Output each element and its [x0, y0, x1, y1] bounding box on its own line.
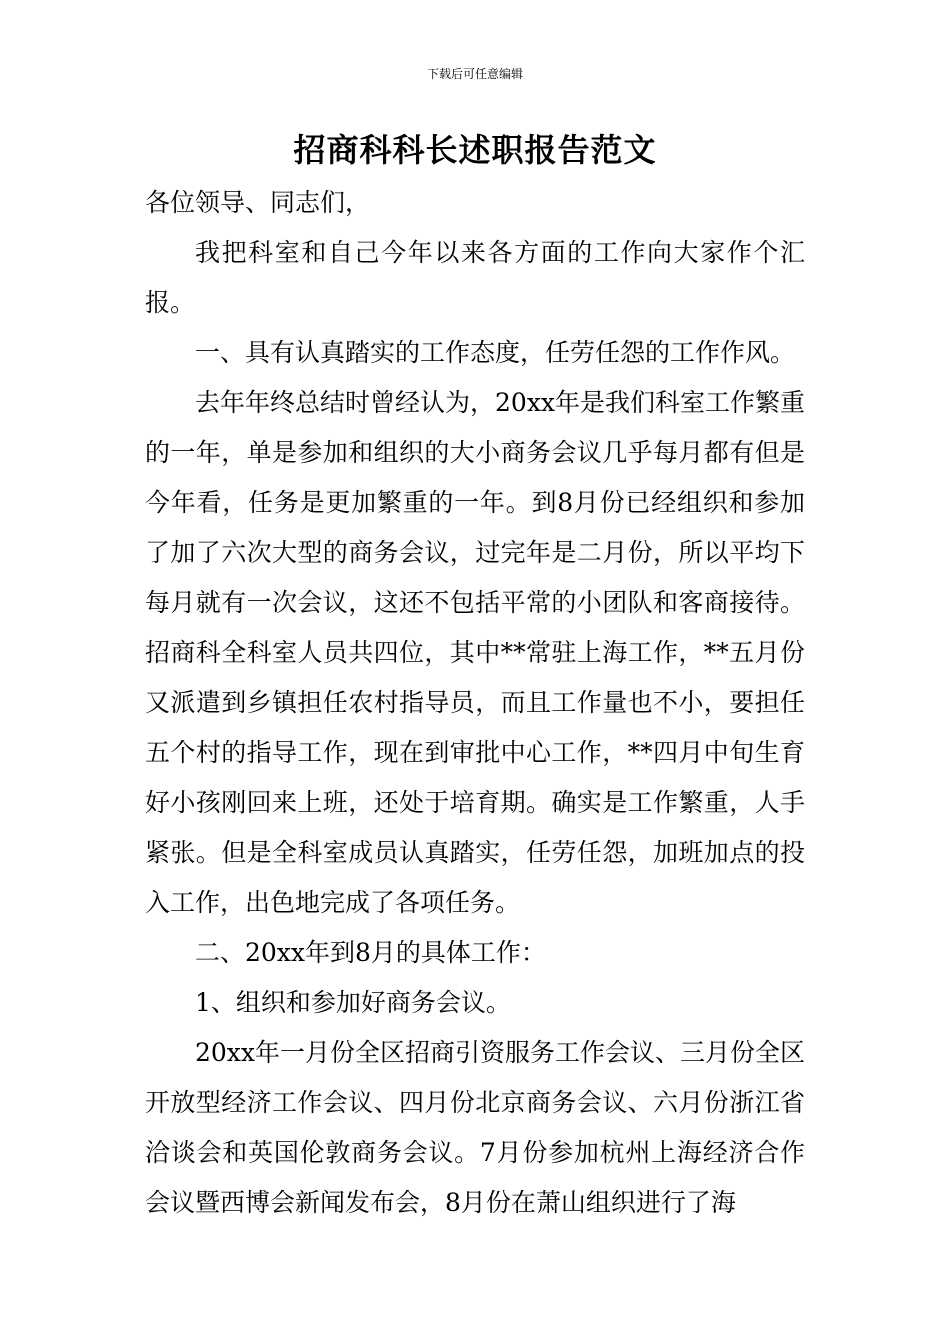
section-heading: 二、20xx年到8月的具体工作：	[195, 938, 546, 967]
paragraph: 去年年终总结时曾经认为，20xx年是我们科室工作繁重的一年，单是参加和组织的大小商务会议几乎每月都有但是今年看，任务是更加繁重的一年。到8月份已经组织和参加了加了六次大型的商务会议，过完年是二月份，所以平均下每月就有一次会议，这还不包括平常的小团队和客商接待。招商科全科室人员共四位，其中**常驻上海工作，**五月份又派遣到乡镇担任农村指导员，而且工作量也不小，要担任五个村的指导工作，现在到审批中心工作，**四月中旬生育好小孩刚回来上班，还处于培育期。确实是工作繁重，人手紧张。但是全科室成员认真踏实，任劳任怨，加班加点的投入工作，出色地完成了各项任务。	[145, 388, 806, 917]
paragraph: 我把科室和自己今年以来各方面的工作向大家作个汇报。	[145, 238, 805, 317]
salutation: 各位领导、同志们，	[145, 188, 371, 217]
subsection-heading: 1、组织和参加好商务会议。	[195, 988, 511, 1017]
document-body	[145, 178, 805, 1228]
header-note: 下载后可任意编辑	[426, 67, 523, 81]
document-title: 招商科科长述职报告范文	[293, 131, 657, 169]
section-heading: 一、具有认真踏实的工作态度，任劳任怨的工作作风。	[195, 338, 796, 367]
paragraph: 20xx年一月份全区招商引资服务工作会议、三月份全区开放型经济工作会议、四月份北京商务会议、六月份浙江省洽谈会和英国伦敦商务会议。7月份参加杭州上海经济合作会议暨西博会新闻发布会，8月份在萧山组织进行了海	[145, 1038, 806, 1217]
